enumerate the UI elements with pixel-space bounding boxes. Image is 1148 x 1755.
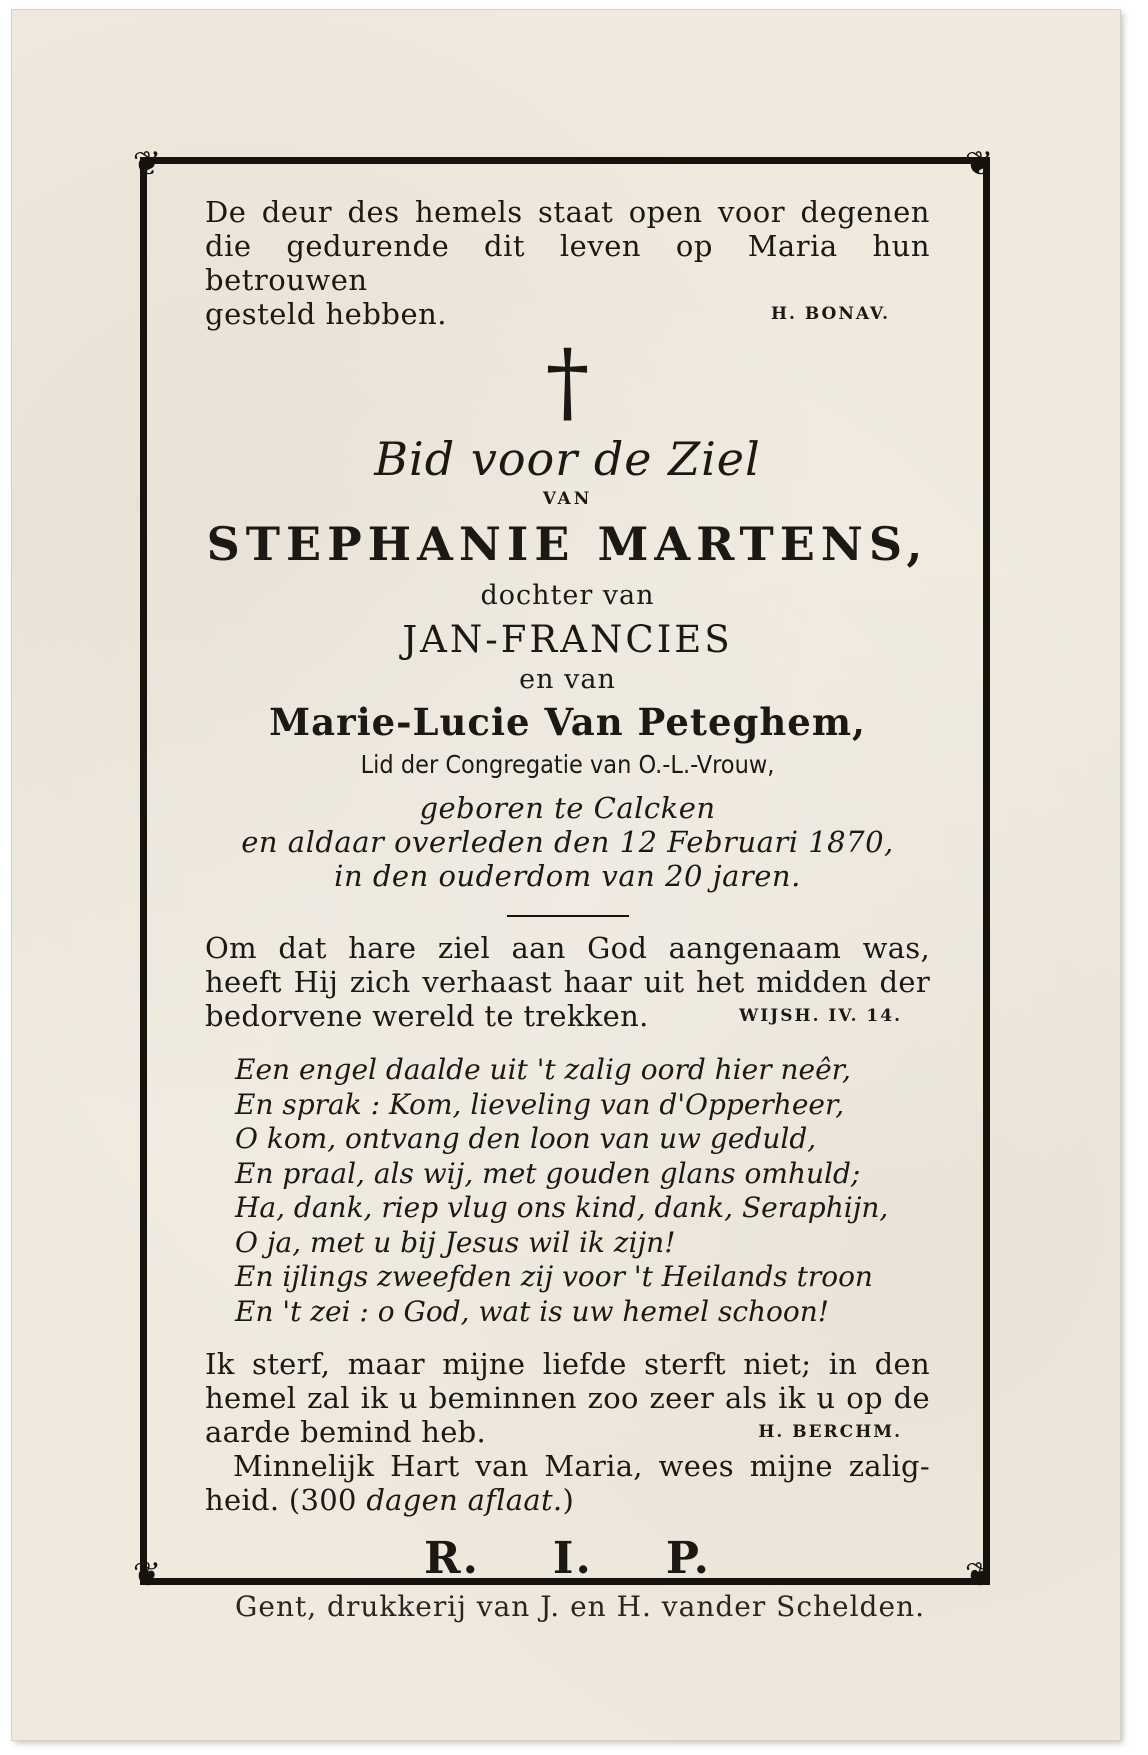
poem-line: En praal, als wij, met gouden glans omhuld; (235, 1156, 861, 1190)
closing-quote (205, 1347, 930, 1449)
poem-line: O kom, ontvang den loon van uw geduld, (235, 1122, 817, 1155)
epigraph-line: die gedurende dit leven op Maria hun betrouwen (205, 229, 930, 297)
rip-letter: I. (552, 1533, 593, 1584)
epigraph-line: De deur des hemels staat open voor degenen (205, 195, 930, 229)
prayer-close: ) (562, 1483, 575, 1517)
death-line: en aldaar overleden den 12 Februari 1870, (241, 825, 894, 859)
prayer-line: Minnelijk Hart van Maria, wees mijne zalig- (233, 1449, 930, 1483)
printer-imprint: Gent, drukkerij van J. en H. vander Schelden. (235, 1590, 925, 1623)
poem-line: O ja, met u bij Jesus wil ik zijn! (235, 1225, 676, 1259)
van-label: VAN (542, 489, 593, 509)
poem-line: En ijlings zweefden zij voor 't Heilands troon (235, 1260, 873, 1293)
prayer (205, 1449, 930, 1517)
poem-line: En 't zei : o God, wat is uw hemel schoon! (235, 1294, 830, 1328)
deceased-name: STEPHANIE MARTENS, (206, 517, 929, 571)
birth-place: geboren te Calcken (419, 791, 716, 825)
daughter-of: dochter van (480, 580, 655, 611)
closing-source: H. BERCHM. (758, 1422, 902, 1442)
and-of: en van (519, 664, 616, 695)
scripture-line: bedorvene wereld te trekken. (205, 999, 649, 1033)
scripture-source: WIJSH. IV. 14. (739, 1006, 902, 1026)
corner-ornament-icon: ❦ (964, 144, 994, 184)
corner-ornament-icon: ❦ (964, 1555, 994, 1595)
prayer-line-2 (205, 1483, 930, 1517)
rip-letter: R. (424, 1533, 480, 1584)
divider (507, 915, 629, 917)
membership: Lid der Congregatie van O.-L.-Vrouw, (360, 750, 775, 779)
closing-line: aarde bemind heb. (205, 1415, 487, 1449)
scripture-line: Om dat hare ziel aan God aangenaam was, (205, 931, 930, 965)
epigraph-line: gesteld hebben. (205, 297, 448, 331)
father-name: JAN-FRANCIES (402, 618, 733, 661)
heading-script: Bid voor de Ziel (374, 432, 761, 486)
closing-line: hemel zal ik u beminnen zoo zeer als ik u op de (205, 1381, 930, 1415)
prayer-indulgence: dagen aflaat. (366, 1483, 563, 1517)
card-content (205, 195, 930, 1584)
corner-ornament-icon: ❦ (132, 144, 162, 184)
closing-line: Ik sterf, maar mijne liefde sterft niet; in den (205, 1347, 930, 1381)
poem-line: Ha, dank, riep vlug ons kind, dank, Seraphijn, (235, 1191, 889, 1224)
epigraph-source: H. BONAV. (770, 304, 890, 324)
corner-ornament-icon: ❦ (132, 1555, 162, 1595)
poem (205, 1053, 930, 1329)
cross-icon: † (545, 330, 590, 433)
poem-line: Een engel daalde uit 't zalig oord hier neêr, (235, 1053, 851, 1086)
rip-letter: P. (665, 1533, 711, 1584)
scripture-quote (205, 931, 930, 1033)
mother-name: Marie-Lucie Van Peteghem, (269, 700, 866, 744)
scripture-line: heeft Hij zich verhaast haar uit het midden der (205, 965, 930, 999)
poem-line: En sprak : Kom, lieveling van d'Opperheer, (235, 1087, 845, 1121)
rip (388, 1533, 748, 1584)
epigraph (205, 195, 930, 331)
age-line: in den ouderdom van 20 jaren. (334, 859, 801, 893)
prayer-text: heid. (300 (205, 1483, 367, 1517)
